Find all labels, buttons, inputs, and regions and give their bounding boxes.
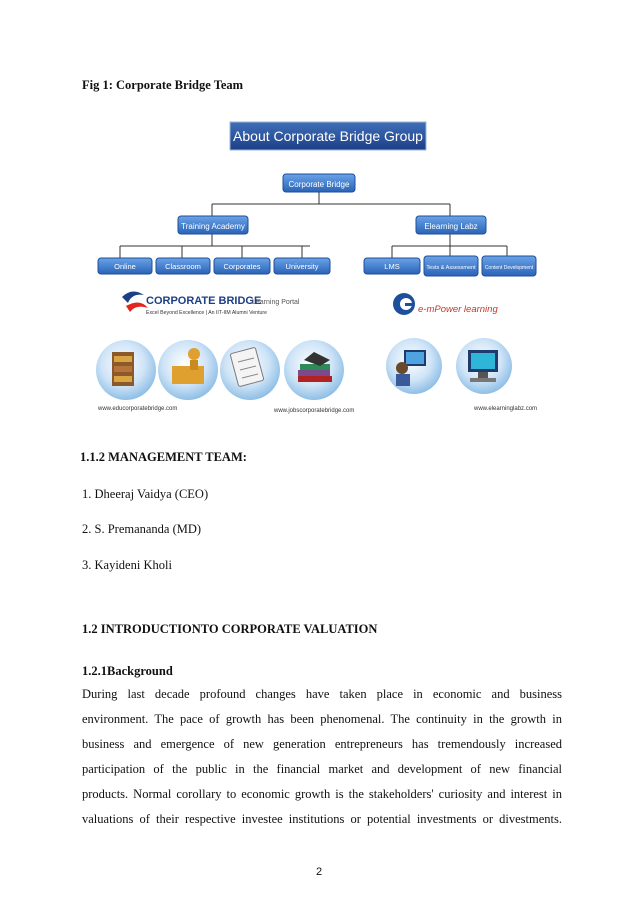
teacher-icon (158, 340, 218, 400)
svg-text:e-mPower learning: e-mPower learning (418, 304, 498, 315)
leaf-lms-label: LMS (384, 262, 400, 271)
figure-caption: Fig 1: Corporate Bridge Team (82, 78, 244, 92)
paragraph-line: participation of the public in the financial market and development of new financial (82, 762, 562, 776)
leaf-content-label: Content Development (484, 265, 534, 271)
monitor-icon (456, 338, 512, 394)
section-heading: 1.2 INTRODUCTIONTO CORPORATE VALUATION (82, 622, 378, 636)
url-jobscorporatebridge: www.jobscorporatebridge.com (274, 408, 355, 414)
computer-user-icon (386, 338, 442, 394)
leaf-online-label: Online (114, 262, 136, 271)
management-team-heading: 1.1.2 MANAGEMENT TEAM: (80, 450, 247, 464)
branch-node-elearning-label: Elearning Labz (424, 222, 478, 231)
paragraph-line: environment. The pace of growth has been phenomenal. The continuity in the growth in (82, 712, 562, 726)
branch-node-training-label: Training Academy (181, 222, 245, 231)
icon-circles (96, 338, 512, 400)
books-icon (284, 340, 344, 400)
org-chart (92, 114, 548, 418)
clipboard-icon (220, 340, 280, 400)
url-elearninglabz: www.elearninglabz.com (474, 406, 538, 412)
paragraph-line: business and emergence of new generation entrepreneurs has tremendously increased (82, 737, 562, 751)
corporate-bridge-logo (122, 291, 300, 316)
empower-learning-logo (393, 293, 498, 315)
leaf-tests-label: Tests & Assessment (426, 265, 476, 271)
paragraph-line: During last decade profound changes have taken place in economic and business (82, 687, 562, 701)
leaf-corporates-label: Corporates (223, 262, 261, 271)
paragraph-line: valuations of their respective investee institutions or potential investments or divestments. (82, 812, 562, 826)
leaf-classroom-label: Classroom (165, 262, 201, 271)
url-educorporatebridge: www.educorporatebridge.com (98, 406, 178, 412)
bookshelf-icon (96, 340, 156, 400)
member-item: 3. Kayideni Kholi (82, 558, 172, 572)
banner-title: About Corporate Bridge Group (233, 128, 423, 144)
svg-text:CORPORATE BRIDGE: CORPORATE BRIDGE (146, 295, 262, 307)
member-item: 1. Dheeraj Vaidya (CEO) (82, 487, 209, 501)
root-node-label: Corporate Bridge (288, 180, 350, 189)
page-number: 2 (315, 866, 323, 878)
svg-text:Learning Portal: Learning Portal (252, 299, 300, 306)
corporate-bridge-figure (92, 114, 548, 418)
svg-text:Excel Beyond Excellence | An: Excel Beyond Excellence | An IIT-IIM Alumni Venture (146, 310, 268, 316)
background-paragraph (82, 682, 562, 832)
subsection-heading: 1.2.1Background (82, 664, 173, 678)
paragraph-line: products. Normal corollary to economic growth is the stakeholders' curiosity and interest in (82, 787, 562, 801)
leaf-university-label: University (285, 262, 319, 271)
member-item: 2. S. Premananda (MD) (82, 522, 202, 536)
